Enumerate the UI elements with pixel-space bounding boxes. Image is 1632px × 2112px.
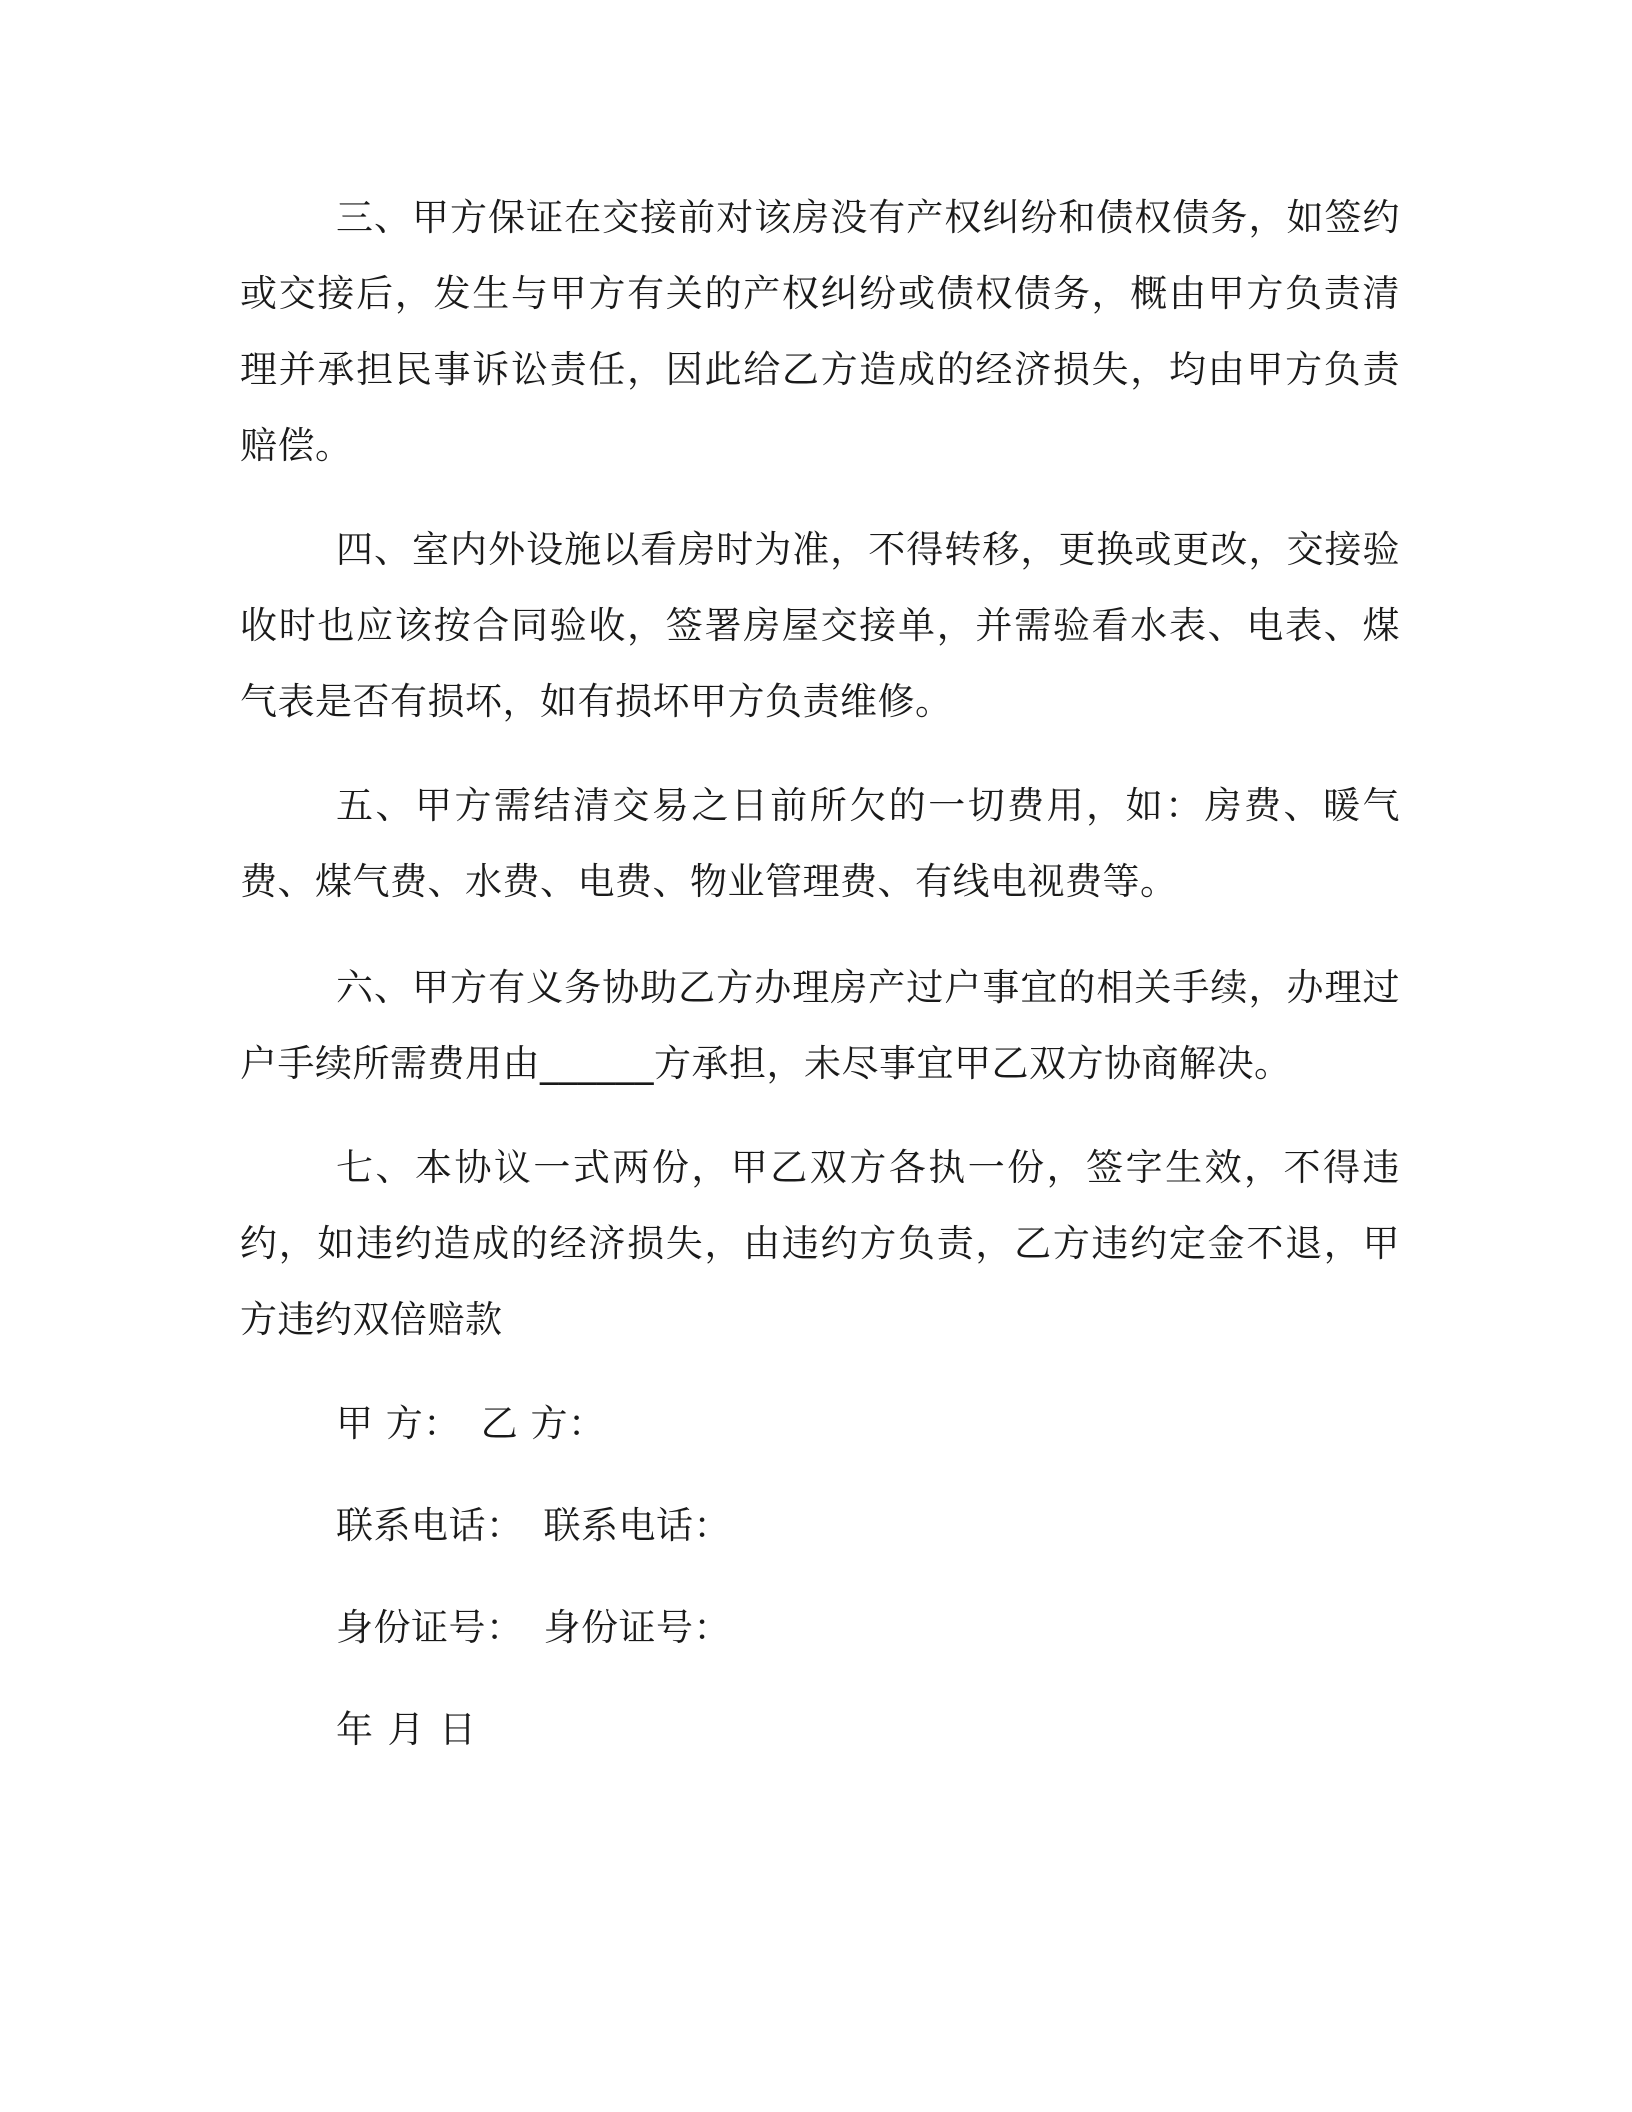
id-number-line: [336, 1590, 731, 1666]
party-a-id-label: 身份证号：: [336, 1606, 524, 1649]
party-b-label: 乙 方：: [480, 1402, 606, 1445]
clause-4: 四、室内外设施以看房时为准，不得转移，更换或更改，交接验收时也应该按合同验收，签署房屋交接单，并需验看水表、电表、煤气表是否有损坏，如有损坏甲方负责维修。: [240, 528, 1400, 723]
party-b-id-label: 身份证号：: [543, 1606, 731, 1649]
clause-3: 三、甲方保证在交接前对该房没有产权纠纷和债权债务，如签约或交接后，发生与甲方有关的产权纠纷或债权债务，概由甲方负责清理并承担民事诉讼责任，因此给乙方造成的经济损失，均由甲方负责赔偿。: [240, 196, 1400, 467]
date-line: [336, 1692, 491, 1768]
year-label: 年: [336, 1708, 374, 1751]
clause-5: 五、甲方需结清交易之日前所欠的一切费用，如：房费、暖气费、煤气费、水费、电费、物业管理费、有线电视费等。: [240, 784, 1400, 903]
month-label: 月: [387, 1708, 425, 1751]
day-label: 日: [439, 1708, 477, 1751]
clause-6: 六、甲方有义务协助乙方办理房产过户事宜的相关手续，办理过户手续所需费用由______方承担，未尽事宜甲乙双方协商解决。: [240, 966, 1400, 1085]
party-b-phone-label: 联系电话：: [543, 1504, 731, 1547]
party-a-label: 甲 方：: [336, 1402, 461, 1445]
phone-line: [336, 1488, 731, 1564]
clause-7: 七、本协议一式两份，甲乙双方各执一份，签字生效，不得违约，如违约造成的经济损失，由违约方负责，乙方违约定金不退，甲方违约双倍赔款: [240, 1146, 1400, 1341]
party-a-phone-label: 联系电话：: [336, 1504, 524, 1547]
party-names-line: [336, 1386, 606, 1462]
